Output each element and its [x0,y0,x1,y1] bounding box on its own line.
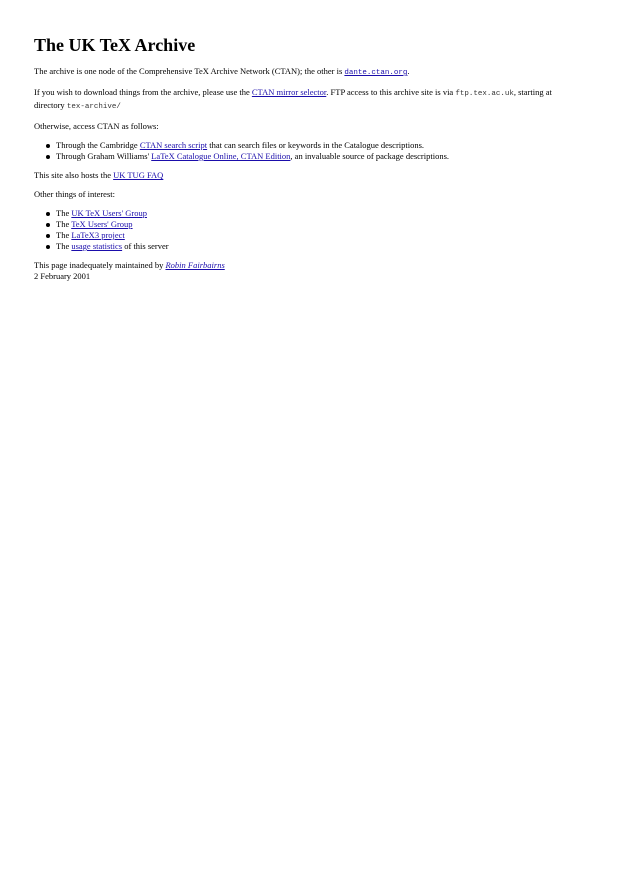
ctan-mirror-selector-link[interactable]: CTAN mirror selector [251,87,327,97]
bullet-icon [46,212,50,216]
list-item-prefix: The [56,208,72,218]
download-text-1: If you wish to download things from the archive, please use the [34,87,252,97]
ftp-host: ftp.tex.ac.uk [455,90,514,98]
list-item-prefix: The [56,230,72,240]
faq-text: This site also hosts the [34,170,114,180]
usage-statistics-link[interactable]: usage statistics [71,241,123,251]
list-item [46,230,580,241]
dante-link[interactable]: dante.ctan.org [344,69,408,77]
list-item-prefix: The [56,241,72,251]
bullet-icon [46,245,50,249]
maintainer-link[interactable] [165,260,224,270]
list-item-suffix: of this server [122,241,169,251]
list-item-prefix: Through the Cambridge [56,140,140,150]
list-item [46,219,580,230]
ctan-search-script-link[interactable]: CTAN search script [139,140,208,150]
maintainer-line [34,260,580,271]
other-list [34,208,580,252]
latex-catalogue-link[interactable]: LaTeX Catalogue Online, CTAN Edition [151,151,291,161]
intro-text-end: . [407,66,410,76]
list-item-prefix: Through Graham Williams' [56,151,152,161]
download-text-2: . FTP access to this archive site is via [326,87,456,97]
list-item [46,241,580,252]
list-item-suffix: that can search files or keywords in the Catalogue descriptions. [207,140,425,150]
intro-paragraph [34,66,580,79]
access-list [34,140,580,162]
bullet-icon [46,155,50,159]
other-heading: Other things of interest: [34,189,115,199]
page-title: The UK TeX Archive [34,35,196,55]
otherwise-paragraph: Otherwise, access CTAN as follows: [34,121,159,131]
list-item [46,151,580,162]
bullet-icon [46,234,50,238]
list-item-prefix: The [56,219,72,229]
tex-users-group-link[interactable]: TeX Users' Group [71,219,133,229]
latex3-project-link[interactable]: LaTeX3 project [71,230,125,240]
maintainer-name: Robin Fairbairns [165,260,225,270]
uk-tex-users-group-link[interactable]: UK TeX Users' Group [71,208,147,218]
bullet-icon [46,144,50,148]
faq-paragraph [34,170,580,181]
list-item-suffix: , an invaluable source of package descriptions. [290,151,450,161]
page-date: 2 February 2001 [34,271,91,281]
ftp-directory: tex-archive/ [66,103,121,111]
download-paragraph [34,87,580,113]
uk-tug-faq-link[interactable]: UK TUG FAQ [113,170,164,180]
download-text-3: , starting at directory [34,87,552,110]
bullet-icon [46,223,50,227]
list-item [46,208,580,219]
intro-text: The archive is one node of the Comprehensive TeX Archive Network (CTAN); the other is [34,66,345,76]
list-item [46,140,580,151]
page [0,0,620,282]
maintained-text: This page inadequately maintained by [34,260,166,270]
